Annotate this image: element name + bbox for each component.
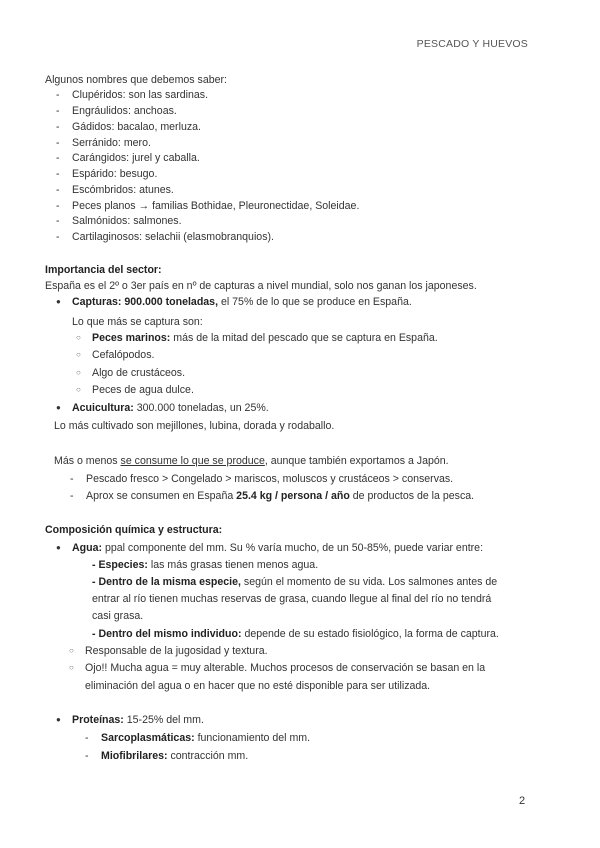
text-segment: las más grasas tienen menos agua. <box>147 559 319 571</box>
bold-text: Proteínas: <box>72 714 124 726</box>
text-segment: Salmónidos: salmones. <box>72 215 182 227</box>
bold-text: - Dentro del mismo individuo: <box>92 628 242 640</box>
dash-bullet-icon: - <box>70 473 74 485</box>
text-segment: Peces de agua dulce. <box>92 384 194 396</box>
text-segment: Responsable de la jugosidad y textura. <box>85 645 268 657</box>
text-segment: de productos de la pesca. <box>349 490 475 502</box>
dash-bullet-icon: - <box>56 231 60 243</box>
dash-bullet-icon: - <box>85 750 89 762</box>
text-segment: Peces planos → familias Bothidae, Pleuronectidae, Soleidae. <box>72 200 360 212</box>
text-line <box>92 575 497 589</box>
dash-bullet-icon: - <box>56 168 60 180</box>
text-line <box>72 104 177 118</box>
bullet-icon: ● <box>56 297 61 306</box>
dash-bullet-icon: - <box>85 732 89 744</box>
text-segment: Ojo!! Mucha agua = muy alterable. Muchos procesos de conservación se basan en la <box>85 662 486 674</box>
text-line <box>92 383 194 397</box>
text-line <box>101 749 248 763</box>
bold-text: Importancia del sector: <box>45 264 162 276</box>
dash-bullet-icon: - <box>56 105 60 117</box>
text-segment: ppal componente del mm. Su % varía mucho, de un 50-85%, puede variar entre: <box>102 542 484 554</box>
bold-text: 25.4 kg / persona / año <box>236 490 350 502</box>
text-line <box>72 401 269 415</box>
text-line <box>92 558 318 572</box>
page-number: 2 <box>519 795 526 807</box>
dash-bullet-icon: - <box>56 200 60 212</box>
text-line <box>72 167 157 181</box>
text-segment: Algo de crustáceos. <box>92 367 186 379</box>
bold-text: Agua: <box>72 542 103 554</box>
text-segment: Algunos nombres que debemos saber: <box>45 74 227 86</box>
underlined-text: se consume lo que se produce <box>120 455 265 467</box>
text-line <box>85 661 485 675</box>
text-line <box>86 489 474 503</box>
text-segment: el 75% de lo que se produce en España. <box>218 296 412 308</box>
text-line <box>92 366 185 380</box>
dash-bullet-icon: - <box>56 152 60 164</box>
text-line <box>72 151 200 165</box>
text-segment: , aunque también exportamos a Japón. <box>264 455 449 467</box>
text-segment: funcionamiento del mm. <box>194 732 311 744</box>
text-line <box>92 627 499 641</box>
text-line <box>54 454 449 468</box>
text-line <box>72 120 201 134</box>
text-line <box>85 644 268 658</box>
text-line <box>45 523 222 537</box>
text-line <box>54 419 334 433</box>
text-line <box>85 679 430 693</box>
bold-text: Miofibrilares: <box>101 750 168 762</box>
text-segment: Carángidos: jurel y caballa. <box>72 152 200 164</box>
text-line <box>92 331 438 345</box>
bullet-icon: ● <box>56 403 61 412</box>
text-segment: 15-25% del mm. <box>123 714 204 726</box>
dash-bullet-icon: - <box>56 89 60 101</box>
text-line <box>72 230 274 244</box>
circle-bullet-icon: ○ <box>76 350 81 359</box>
text-segment: casi grasa. <box>92 610 144 622</box>
text-line <box>92 592 491 606</box>
text-segment: más de la mitad del pescado que se captura en España. <box>170 332 438 344</box>
dash-bullet-icon: - <box>56 215 60 227</box>
text-segment: Más o menos <box>54 455 121 467</box>
circle-bullet-icon: ○ <box>76 368 81 377</box>
text-line <box>72 136 151 150</box>
text-line <box>45 263 162 277</box>
page-header-title: PESCADO Y HUEVOS <box>416 38 528 50</box>
text-line <box>92 609 143 623</box>
text-segment: Serránido: mero. <box>72 137 151 149</box>
bold-text: Sarcoplasmáticas: <box>101 732 195 744</box>
dash-bullet-icon: - <box>56 184 60 196</box>
dash-bullet-icon: - <box>70 490 74 502</box>
text-line <box>72 183 174 197</box>
text-segment: Lo que más se captura son: <box>72 316 203 328</box>
bold-text: Capturas: 900.000 toneladas, <box>72 296 219 308</box>
text-segment: Lo más cultivado son mejillones, lubina, dorada y rodaballo. <box>54 420 335 432</box>
text-segment: España es el 2º o 3er país en nº de capturas a nivel mundial, solo nos ganan los japoneses. <box>45 280 477 292</box>
text-line <box>72 214 182 228</box>
dash-bullet-icon: - <box>56 121 60 133</box>
text-line <box>72 199 359 213</box>
text-segment: entrar al río tienen muchas reservas de grasa, cuando llegue al final del río no tendrá <box>92 593 492 605</box>
text-segment: Aprox se consumen en España <box>86 490 237 502</box>
text-line <box>86 472 453 486</box>
text-line <box>72 315 203 329</box>
bold-text: - Especies: <box>92 559 148 571</box>
text-segment: contracción mm. <box>167 750 249 762</box>
text-segment: depende de su estado fisiológico, la forma de captura. <box>241 628 499 640</box>
text-segment: según el momento de su vida. Los salmones antes de <box>240 576 498 588</box>
bold-text: Peces marinos: <box>92 332 171 344</box>
text-line <box>72 295 412 309</box>
bullet-icon: ● <box>56 715 61 724</box>
bold-text: Acuicultura: <box>72 402 134 414</box>
text-line <box>101 731 310 745</box>
text-segment: Pescado fresco > Congelado > mariscos, moluscos y crustáceos > conservas. <box>86 473 454 485</box>
text-segment: 300.000 toneladas, un 25%. <box>133 402 269 414</box>
circle-bullet-icon: ○ <box>76 385 81 394</box>
text-segment: Engráulidos: anchoas. <box>72 105 177 117</box>
text-segment: Clupéridos: son las sardinas. <box>72 89 209 101</box>
text-line <box>45 279 477 293</box>
text-line <box>92 348 154 362</box>
bullet-icon: ● <box>56 543 61 552</box>
bold-text: - Dentro de la misma especie, <box>92 576 241 588</box>
text-line <box>72 88 208 102</box>
text-segment: Escómbridos: atunes. <box>72 184 174 196</box>
text-segment: Gádidos: bacalao, merluza. <box>72 121 201 133</box>
bold-text: Composición química y estructura: <box>45 524 223 536</box>
circle-bullet-icon: ○ <box>76 333 81 342</box>
text-line <box>72 713 204 727</box>
dash-bullet-icon: - <box>56 137 60 149</box>
text-line <box>72 541 483 555</box>
text-segment: Cefalópodos. <box>92 349 155 361</box>
circle-bullet-icon: ○ <box>69 663 74 672</box>
text-segment: Espárido: besugo. <box>72 168 158 180</box>
circle-bullet-icon: ○ <box>69 646 74 655</box>
text-segment: eliminación del agua o en hacer que no esté disponible para ser utilizada. <box>85 680 431 692</box>
text-line <box>45 73 227 87</box>
text-segment: Cartilaginosos: selachii (elasmobranquios). <box>72 231 274 243</box>
